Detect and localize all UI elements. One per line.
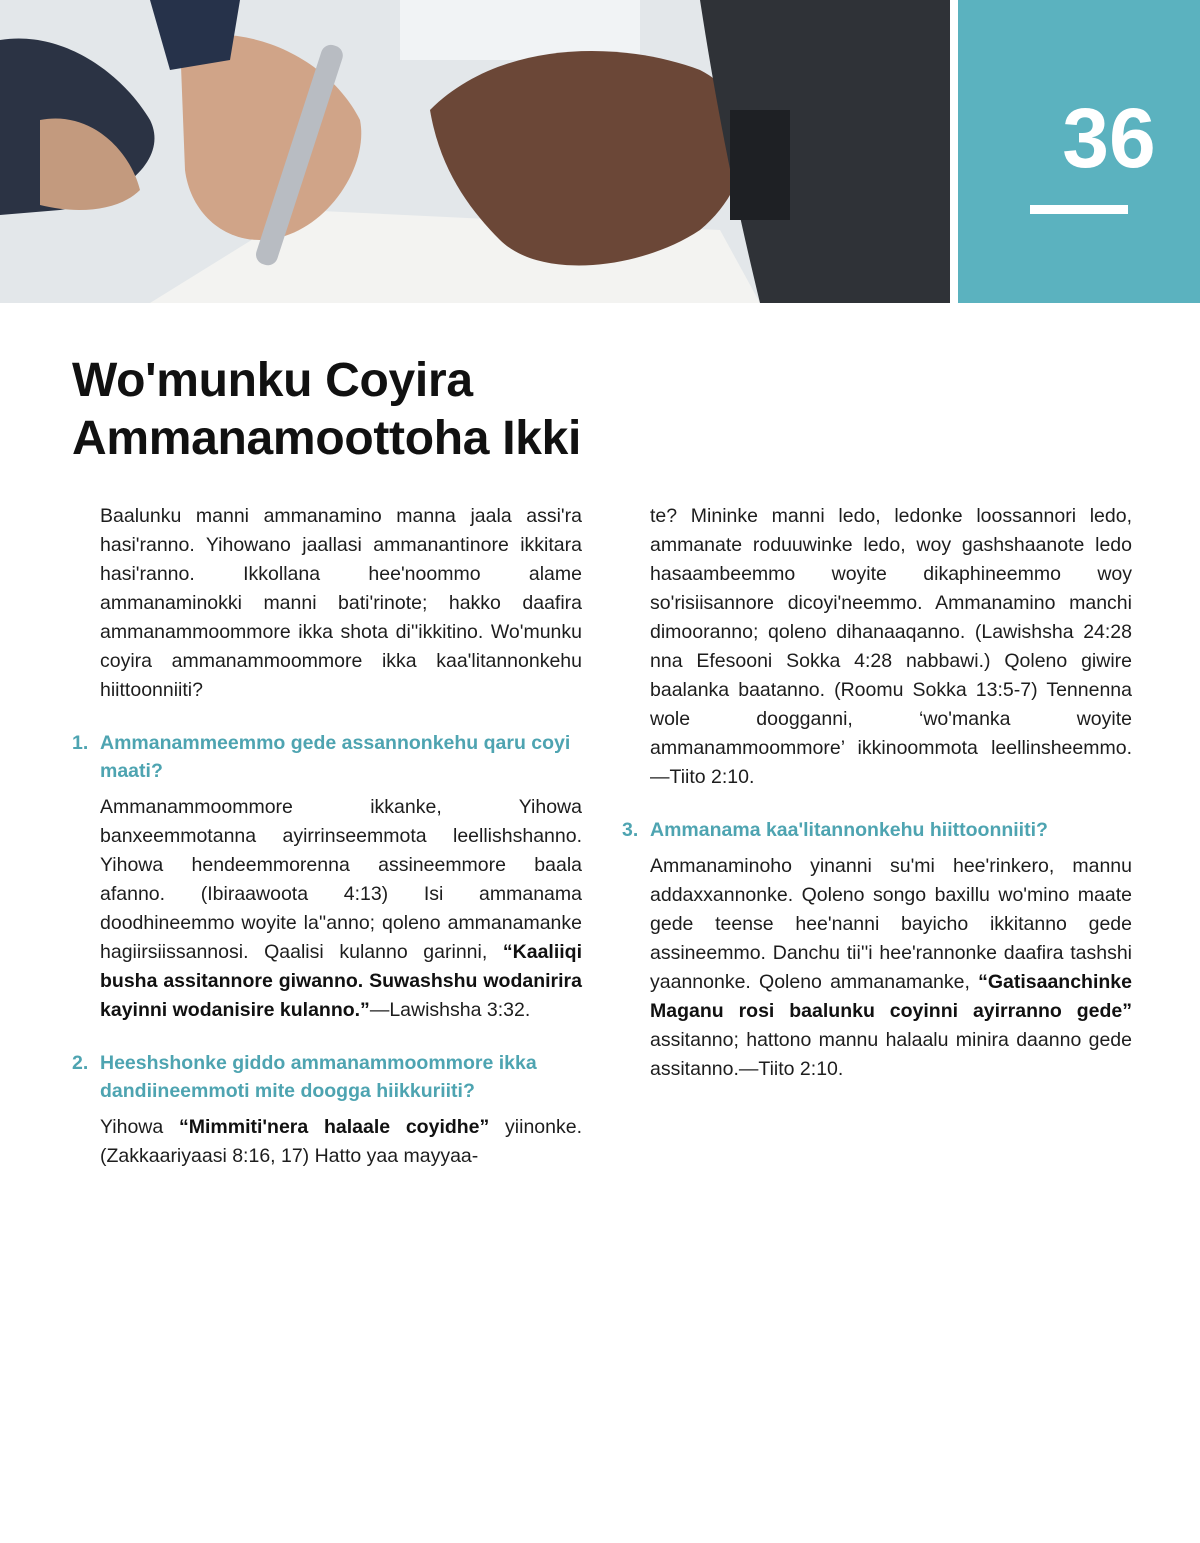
handshake-signing-illustration [0, 0, 950, 303]
section-2-heading [72, 1049, 582, 1105]
section-3-quote: “Gatisaanchinke Maganu rosi baalunku coyinni ayirranno gede” [650, 971, 1132, 1022]
badge-underline [1030, 205, 1128, 214]
section-1-heading [72, 729, 582, 785]
section-3-text-b: assitanno; hattono mannu halaalu minira daanno gede assitanno.—Tiito 2:10. [650, 1029, 1132, 1080]
section-3-heading [622, 816, 1132, 844]
section-2-quote: “Mimmiti'nera halaale coyidhe” [178, 1116, 490, 1138]
right-column [622, 502, 1132, 1084]
section-2-paragraph-start [72, 1113, 582, 1171]
section-3-question: Ammanama kaa'litannonkehu hiittoonniiti? [650, 819, 1048, 841]
intro-paragraph: Baalunku manni ammanamino manna jaala assi'ra hasi'ranno. Yihowano jaallasi ammanantinore ikkitara hasi'ranno. Ikkollana hee'noommo alame ammanaminokki manni bati'rinote; hakko daafira ammanammoommore ikka shota di''ikkitino. Wo'munku coyira ammanammoommore ikka kaa'litannonkehu hiittoonniiti? [100, 505, 582, 701]
section-2-text-a: Yihowa [100, 1116, 179, 1138]
section-3-paragraph [622, 852, 1132, 1084]
section-1-question: Ammanammeemmo gede assannonkehu qaru coyi maati? [100, 732, 571, 782]
section-1-paragraph [72, 793, 582, 1025]
section-1-quote: “Kaaliiqi busha assitannore giwanno. Suwashshu wodanirira kayinni wodanisire kulanno.” [100, 941, 582, 1021]
section-3-number: 3. [622, 819, 639, 841]
section-1-number: 1. [72, 732, 89, 754]
left-column [72, 502, 582, 1171]
lesson-number: 36 [1062, 91, 1156, 185]
section-1-text-b: —Lawishsha 3:32. [369, 999, 531, 1021]
section-2-paragraph-end: te? Mininke manni ledo, ledonke loossannori ledo, ammanate roduuwinke ledo, woy gashshaanote ledo hasaambeemmo woyite dikaphineemmo woy so'risiisannore dicoyi'neemmo. Ammanamino manchi dimooranno; qoleno dihanaaqanno. (Lawishsha 24:28 nna Efesooni Sokka 4:28 nabbawi.) Qoleno giwire baalanka baatanno. (Roomu Sokka 13:5-7) Tennenna wole doogganni, ‘wo'manka woyite ammanammoommore’ ikkinoommota leellinsheemmo. —Tiito 2:10. [650, 505, 1132, 788]
section-2-number: 2. [72, 1052, 89, 1074]
section-1-text-a: Ammanammoommore ikkanke, Yihowa banxeemmotanna ayirrinseemmota leellishshanno. Yihowa hendeemmorenna assineemmore baala afanno. (Ibiraawoota 4:13) Isi ammanama doodhineemmo woyite la''anno; qoleno ammanamanke hagiirsiissannosi. Qaalisi kulanno garinni, [100, 796, 582, 963]
section-2-text-left: yiinonke. (Zakkaariyaasi 8:16, 17) Hatto yaa mayyaa- [100, 1116, 582, 1167]
page-title [72, 352, 581, 468]
title-line-1: Wo'munku Coyira [72, 354, 473, 407]
section-3-text-a: Ammanaminoho yinanni su'mi hee'rinkero, mannu addaxxannonke. Qoleno songo baxillu wo'mino maate gede teense hee'nanni bayicho ikkitanno gede assineemmo. Danchu tii''i hee'rannonke daafira tashshi yaannonke. Qoleno ammanamanke, [650, 855, 1132, 993]
section-2-question: Heeshshonke giddo ammanammoommore ikka dandiineemmoti mite doogga hiikkuriiti? [100, 1052, 537, 1102]
title-line-2: Ammanamoottoha Ikki [72, 412, 582, 465]
lesson-badge [958, 0, 1200, 303]
hero-photo [0, 0, 950, 303]
